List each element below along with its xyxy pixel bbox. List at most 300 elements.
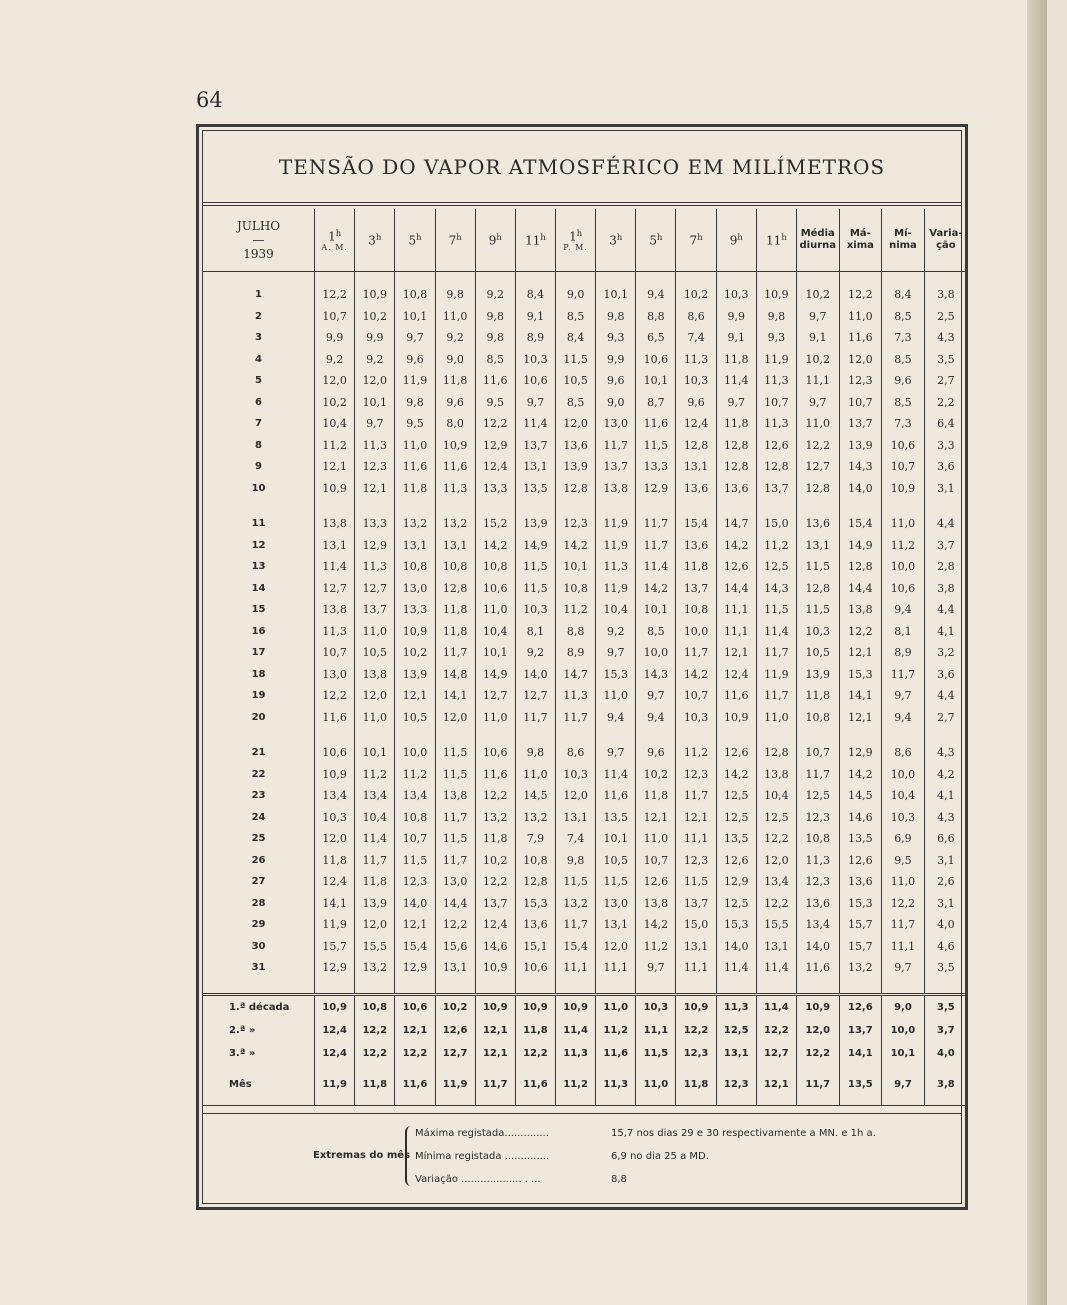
row-label: 3 [203, 327, 315, 349]
value-cell: 2,8 [937, 560, 955, 574]
table-row [203, 535, 967, 557]
value-cell: 11,2 [756, 535, 796, 557]
value-cell: 8,9 [882, 642, 925, 664]
hour-header [355, 209, 395, 272]
page-number: 64 [196, 88, 223, 112]
value-cell: 10,4 [756, 785, 796, 807]
value-cell: 11,6 [796, 957, 839, 979]
value-cell: 7,3 [882, 327, 925, 349]
value-cell: 11,5 [796, 599, 839, 621]
row-label: 20 [203, 707, 315, 729]
value-cell: 3,6 [937, 460, 955, 474]
value-cell: 10,9 [515, 994, 555, 1019]
value-cell: 12,9 [475, 435, 515, 457]
value-cell: 12,2 [796, 1042, 839, 1065]
value-cell: 9,7 [596, 742, 636, 764]
value-cell: 14,4 [716, 578, 756, 600]
value-cell: 11,8 [796, 685, 839, 707]
value-cell: 10,9 [475, 957, 515, 979]
decade-summary-row [203, 1019, 967, 1042]
value-cell: 12,3 [716, 1065, 756, 1106]
value-cell: 9,8 [475, 306, 515, 328]
spacer-cell [515, 728, 555, 742]
value-cell: 14,8 [435, 664, 475, 686]
value-cell: 3,5 [937, 961, 955, 975]
value-cell: 13,4 [395, 785, 435, 807]
value-cell: 11,8 [435, 370, 475, 392]
value-cell: 8,0 [435, 413, 475, 435]
value-cell: 2,7 [937, 374, 955, 388]
value-cell: 13,6 [515, 914, 555, 936]
table-row [203, 456, 967, 478]
value-cell: 15,3 [515, 893, 555, 915]
hour-label: 7 [448, 233, 457, 248]
value-cell: 12,3 [676, 1042, 716, 1065]
value-cell: 12,8 [796, 478, 839, 500]
hour-suffix: h [697, 232, 703, 243]
value-cell: 11,2 [395, 764, 435, 786]
value-cell: 9,5 [395, 413, 435, 435]
value-cell: 11,6 [636, 413, 676, 435]
value-cell: 14,3 [839, 456, 882, 478]
value-cell: 11,0 [882, 513, 925, 535]
value-cell: 11,3 [596, 1065, 636, 1106]
value-cell: 10,9 [716, 707, 756, 729]
value-cell: 13,4 [796, 914, 839, 936]
value-cell: 10,0 [636, 642, 676, 664]
value-cell: 10,9 [315, 478, 355, 500]
value-cell: 12,3 [676, 764, 716, 786]
stat-header: Varia- ção [924, 209, 967, 272]
value-cell: 9,2 [315, 349, 355, 371]
value-cell: 11,3 [315, 621, 355, 643]
value-cell: 9,1 [716, 327, 756, 349]
value-cell: 14,2 [676, 664, 716, 686]
value-cell: 11,7 [435, 642, 475, 664]
value-cell: 9,7 [515, 392, 555, 414]
table-row [203, 936, 967, 958]
hour-suffix: h [496, 232, 502, 243]
value-cell: 13,2 [839, 957, 882, 979]
extremes-section [203, 1113, 961, 1202]
value-cell: 13,4 [756, 871, 796, 893]
value-cell: 9,7 [716, 392, 756, 414]
value-cell: 10,1 [596, 828, 636, 850]
value-cell: 12,2 [756, 893, 796, 915]
value-cell: 10,2 [435, 994, 475, 1019]
value-cell: 11,3 [596, 556, 636, 578]
hour-suffix: h [375, 232, 382, 243]
value-cell: 9,9 [315, 327, 355, 349]
table-row [203, 370, 967, 392]
value-cell: 10,7 [676, 685, 716, 707]
value-cell: 6,9 [882, 828, 925, 850]
spacer-cell [676, 979, 716, 995]
value-cell: 11,7 [796, 764, 839, 786]
value-cell: 9,0 [556, 284, 596, 306]
spacer-cell [796, 499, 839, 513]
value-cell: 11,0 [596, 685, 636, 707]
value-cell: 9,2 [475, 284, 515, 306]
min-row [415, 1151, 595, 1162]
spacer-row [203, 272, 967, 285]
value-cell: 10,8 [515, 850, 555, 872]
spacer-cell [676, 728, 716, 742]
value-cell: 12,5 [716, 1019, 756, 1042]
value-cell: 11,5 [395, 850, 435, 872]
value-cell: 11,1 [796, 370, 839, 392]
value-cell: 12,7 [515, 685, 555, 707]
value-cell: 12,4 [475, 456, 515, 478]
value-cell: 9,3 [756, 327, 796, 349]
value-cell: 11,8 [395, 478, 435, 500]
value-cell: 10,6 [475, 742, 515, 764]
hour-header [756, 209, 796, 272]
value-cell: 12,1 [355, 478, 395, 500]
value-cell: 13,5 [716, 828, 756, 850]
value-cell: 11,3 [716, 994, 756, 1019]
spacer-cell [636, 728, 676, 742]
value-cell: 14,5 [839, 785, 882, 807]
value-cell: 12,0 [756, 850, 796, 872]
value-cell: 11,8 [475, 828, 515, 850]
value-cell: 9,0 [882, 994, 925, 1019]
table-row [203, 349, 967, 371]
value-cell: 12,9 [839, 742, 882, 764]
value-cell: 10,2 [676, 284, 716, 306]
value-cell: 14,2 [475, 535, 515, 557]
value-cell: 10,3 [676, 370, 716, 392]
value-cell: 10,2 [395, 642, 435, 664]
value-cell: 10,9 [395, 621, 435, 643]
spacer-cell [839, 499, 882, 513]
table-row [203, 556, 967, 578]
value-cell: 10,0 [676, 621, 716, 643]
hour-header [676, 209, 716, 272]
value-cell: 9,6 [395, 349, 435, 371]
value-cell: 12,0 [556, 413, 596, 435]
value-cell: 8,1 [515, 621, 555, 643]
value-cell: 10,6 [315, 742, 355, 764]
value-cell: 15,1 [515, 936, 555, 958]
spacer-cell [515, 979, 555, 995]
value-cell: 3,5 [937, 352, 955, 366]
value-cell: 9,2 [355, 349, 395, 371]
value-cell: 13,6 [796, 513, 839, 535]
value-cell: 14,9 [515, 535, 555, 557]
value-cell: 10,4 [355, 807, 395, 829]
value-cell: 14,0 [839, 478, 882, 500]
value-cell: 15,4 [556, 936, 596, 958]
value-cell: 11,4 [596, 764, 636, 786]
value-cell: 8,8 [556, 621, 596, 643]
table-row [203, 957, 967, 979]
value-cell: 8,5 [882, 306, 925, 328]
value-cell: 10,9 [796, 994, 839, 1019]
value-cell: 11,2 [676, 742, 716, 764]
spacer-cell [839, 272, 882, 285]
value-cell: 14,9 [839, 535, 882, 557]
value-cell: 11,0 [636, 828, 676, 850]
value-cell: 11,5 [636, 435, 676, 457]
value-cell: 11,3 [355, 556, 395, 578]
value-cell: 10,3 [882, 807, 925, 829]
value-cell: 3,8 [924, 1065, 967, 1106]
value-cell: 12,1 [475, 1042, 515, 1065]
value-cell: 13,8 [315, 599, 355, 621]
value-cell: 9,7 [882, 957, 925, 979]
value-cell: 11,0 [435, 306, 475, 328]
value-cell: 13,1 [515, 456, 555, 478]
value-cell: 14,6 [475, 936, 515, 958]
value-cell: 14,7 [716, 513, 756, 535]
value-cell: 13,0 [435, 871, 475, 893]
value-cell: 10,8 [395, 556, 435, 578]
row-label: 11 [203, 513, 315, 535]
row-label: 2.ª » [203, 1019, 315, 1042]
value-cell: 9,7 [796, 306, 839, 328]
value-cell: 11,7 [596, 435, 636, 457]
value-cell: 11,7 [556, 707, 596, 729]
value-cell: 9,2 [435, 327, 475, 349]
table-row [203, 742, 967, 764]
value-cell: 13,1 [676, 936, 716, 958]
value-cell: 10,8 [796, 707, 839, 729]
value-cell: 13,5 [515, 478, 555, 500]
month-label: JULHO [236, 219, 281, 233]
value-cell: 11,8 [355, 871, 395, 893]
value-cell: 15,4 [676, 513, 716, 535]
row-label: 16 [203, 621, 315, 643]
value-cell: 10,3 [636, 994, 676, 1019]
value-cell: 12,3 [395, 871, 435, 893]
table-row [203, 306, 967, 328]
value-cell: 12,2 [882, 893, 925, 915]
title-divider [203, 205, 961, 206]
value-cell: 8,5 [475, 349, 515, 371]
row-label: 14 [203, 578, 315, 600]
value-cell: 11,0 [839, 306, 882, 328]
title-divider [203, 202, 961, 203]
table-row [203, 664, 967, 686]
value-cell: 12,4 [716, 664, 756, 686]
spacer-cell [515, 499, 555, 513]
max-value-row [611, 1128, 876, 1139]
value-cell: 4,1 [937, 624, 955, 638]
value-cell: 8,8 [636, 306, 676, 328]
hour-label: 3 [609, 233, 617, 248]
row-label: 17 [203, 642, 315, 664]
spacer-cell [203, 272, 315, 285]
value-cell: 10,6 [475, 578, 515, 600]
stat-header: Mí- nima [882, 209, 925, 272]
value-cell: 11,9 [596, 578, 636, 600]
table-frame [196, 124, 968, 1210]
value-cell: 9,4 [636, 707, 676, 729]
value-cell: 12,8 [435, 578, 475, 600]
value-cell: 14,3 [756, 578, 796, 600]
spacer-row [203, 728, 967, 742]
value-cell: 13,2 [395, 513, 435, 535]
value-cell: 12,6 [636, 871, 676, 893]
value-cell: 12,2 [515, 1042, 555, 1065]
value-cell: 3,1 [937, 481, 955, 495]
value-cell: 11,8 [716, 349, 756, 371]
value-cell: 12,1 [395, 685, 435, 707]
value-cell: 9,5 [882, 850, 925, 872]
value-cell: 10,9 [882, 478, 925, 500]
spacer-cell [924, 499, 967, 513]
value-cell: 12,2 [475, 413, 515, 435]
value-cell: 11,4 [556, 1019, 596, 1042]
value-cell: 11,9 [596, 513, 636, 535]
value-cell: 9,7 [882, 685, 925, 707]
value-cell: 9,7 [636, 957, 676, 979]
value-cell: 10,7 [839, 392, 882, 414]
value-cell: 10,7 [882, 456, 925, 478]
value-cell: 9,1 [515, 306, 555, 328]
min-value-row [611, 1151, 709, 1162]
value-cell: 12,7 [315, 578, 355, 600]
value-cell: 13,2 [515, 807, 555, 829]
value-cell: 13,2 [475, 807, 515, 829]
value-cell: 13,6 [676, 478, 716, 500]
value-cell: 10,6 [395, 994, 435, 1019]
spacer-cell [596, 272, 636, 285]
spacer-cell [475, 272, 515, 285]
value-cell: 11,0 [475, 707, 515, 729]
value-cell: 4,0 [937, 918, 955, 932]
value-cell: 11,2 [882, 535, 925, 557]
row-label: Mês [203, 1065, 315, 1106]
hour-suffix: h [576, 227, 583, 238]
value-cell: 12,0 [556, 785, 596, 807]
value-cell: 14,6 [839, 807, 882, 829]
value-cell: 13,5 [839, 1065, 882, 1106]
value-cell: 12,0 [435, 707, 475, 729]
row-label: 1.ª década [203, 994, 315, 1019]
value-cell: 13,3 [475, 478, 515, 500]
value-cell: 12,8 [556, 478, 596, 500]
value-cell: 10,6 [882, 578, 925, 600]
value-cell: 12,2 [796, 435, 839, 457]
value-cell: 12,2 [676, 1019, 716, 1042]
value-cell: 9,2 [515, 642, 555, 664]
brace-icon [405, 1126, 413, 1186]
hour-label: 9 [729, 233, 738, 248]
value-cell: 10,3 [515, 349, 555, 371]
spacer-cell [716, 272, 756, 285]
min-label: Mínima registada .............. [415, 1151, 550, 1162]
value-cell: 10,0 [395, 742, 435, 764]
spacer-cell [435, 499, 475, 513]
spacer-cell [435, 979, 475, 995]
value-cell: 9,7 [882, 1065, 925, 1106]
hour-header [596, 209, 636, 272]
value-cell: 10,6 [515, 957, 555, 979]
table-header-row [203, 209, 967, 272]
value-cell: 11,3 [756, 370, 796, 392]
row-label: 2 [203, 306, 315, 328]
value-cell: 10,3 [716, 284, 756, 306]
value-cell: 13,2 [355, 957, 395, 979]
variation-value-row [611, 1174, 627, 1185]
value-cell: 14,4 [839, 578, 882, 600]
value-cell: 8,6 [556, 742, 596, 764]
value-cell: 10,0 [882, 764, 925, 786]
value-cell: 12,8 [716, 435, 756, 457]
value-cell: 10,9 [355, 284, 395, 306]
value-cell: 12,9 [716, 871, 756, 893]
value-cell: 11,0 [596, 994, 636, 1019]
value-cell: 12,1 [395, 914, 435, 936]
value-cell: 9,0 [596, 392, 636, 414]
value-cell: 10,1 [355, 742, 395, 764]
value-cell: 12,9 [395, 957, 435, 979]
value-cell: 15,2 [475, 513, 515, 535]
spacer-cell [203, 728, 315, 742]
value-cell: 9,8 [515, 742, 555, 764]
value-cell: 13,1 [796, 535, 839, 557]
value-cell: 13,1 [676, 456, 716, 478]
value-cell: 12,0 [839, 349, 882, 371]
value-cell: 10,1 [636, 370, 676, 392]
value-cell: 3,1 [937, 896, 955, 910]
value-cell: 12,1 [839, 642, 882, 664]
value-cell: 8,4 [515, 284, 555, 306]
row-label: 22 [203, 764, 315, 786]
value-cell: 14,9 [475, 664, 515, 686]
value-cell: 11,8 [676, 556, 716, 578]
value-cell: 11,8 [636, 785, 676, 807]
value-cell: 14,2 [716, 535, 756, 557]
value-cell: 10,7 [315, 642, 355, 664]
value-cell: 9,7 [636, 685, 676, 707]
value-cell: 11,0 [882, 871, 925, 893]
value-cell: 8,7 [636, 392, 676, 414]
value-cell: 11,2 [315, 435, 355, 457]
value-cell: 15,5 [756, 914, 796, 936]
value-cell: 12,8 [676, 435, 716, 457]
value-cell: 13,8 [839, 599, 882, 621]
value-cell: 11,8 [435, 599, 475, 621]
hour-label: 1 [328, 229, 336, 244]
value-cell: 13,2 [435, 513, 475, 535]
value-cell: 10,6 [515, 370, 555, 392]
table-row [203, 599, 967, 621]
value-cell: 12,3 [676, 850, 716, 872]
value-cell: 11,9 [315, 1065, 355, 1106]
hour-suffix: h [616, 232, 623, 243]
value-cell: 12,6 [716, 556, 756, 578]
value-cell: 13,5 [839, 828, 882, 850]
value-cell: 12,5 [716, 785, 756, 807]
spacer-cell [796, 728, 839, 742]
value-cell: 11,7 [435, 807, 475, 829]
row-label: 15 [203, 599, 315, 621]
value-cell: 13,7 [475, 893, 515, 915]
page-title: TENSÃO DO VAPOR ATMOSFÉRICO EM MILÍMETROS [278, 155, 886, 179]
spacer-cell [355, 728, 395, 742]
table-row [203, 284, 967, 306]
hour-header [315, 209, 355, 272]
decade-summary-row [203, 1042, 967, 1065]
value-cell: 11,7 [676, 785, 716, 807]
row-label: 12 [203, 535, 315, 557]
spacer-cell [796, 979, 839, 995]
value-cell: 12,2 [756, 1019, 796, 1042]
value-cell: 9,6 [435, 392, 475, 414]
